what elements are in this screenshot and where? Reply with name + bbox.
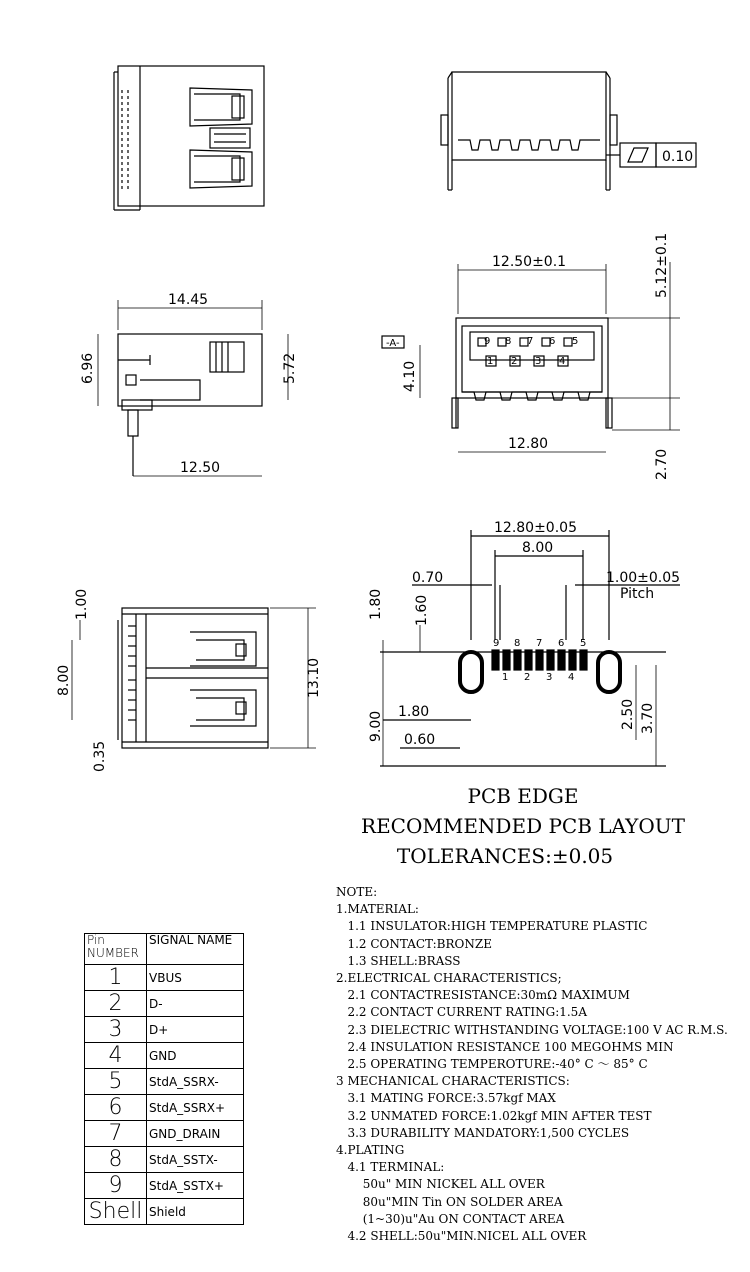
table-row — [85, 1017, 244, 1043]
end-view — [441, 72, 696, 190]
pcb-pin-4: 4 — [568, 672, 575, 683]
signal-name: StdA_SSRX+ — [147, 1095, 244, 1121]
signal-name: StdA_SSRX- — [147, 1069, 244, 1095]
pcb-dim-1-80: 1.80 — [398, 704, 430, 720]
front-pin-3: 3 — [535, 356, 542, 367]
front-pin-5: 5 — [572, 336, 579, 347]
pcb-dim-0-70: 0.70 — [412, 570, 444, 586]
flatness-tolerance: 0.10 — [662, 149, 694, 165]
signal-name: GND_DRAIN — [147, 1121, 244, 1147]
pcb-dim-1-00: 1.00±0.05 — [606, 570, 681, 586]
pin-number: 9 — [85, 1173, 147, 1199]
bottom-view — [118, 608, 268, 748]
pcb-dim-3-70: 3.70 — [640, 702, 656, 734]
note-line: 3.3 DURABILITY MANDATORY:1,500 CYCLES — [336, 1125, 630, 1140]
pcb-dim-1-60: 1.60 — [414, 594, 430, 626]
dim-14-45: 14.45 — [168, 292, 209, 308]
pcb-dim-0-60: 0.60 — [404, 732, 436, 748]
signal-name: StdA_SSTX+ — [147, 1173, 244, 1199]
top-view — [114, 66, 264, 210]
note-line: 3.1 MATING FORCE:3.57kgf MAX — [336, 1091, 556, 1106]
pcb-pitch: Pitch — [620, 586, 655, 602]
dim-4-10: 4.10 — [402, 360, 418, 392]
signal-name: VBUS — [147, 965, 244, 991]
pcb-dim-9-00: 9.00 — [368, 710, 384, 742]
dimension-lines — [72, 262, 680, 766]
pcb-pin-6: 6 — [558, 638, 565, 649]
pcb-dim-2-50: 2.50 — [620, 698, 636, 730]
front-pin-6: 6 — [549, 336, 556, 347]
pcb-pin-3: 3 — [546, 672, 553, 683]
signal-name: Shield — [147, 1199, 244, 1225]
note-line: NOTE: — [336, 885, 378, 899]
pcb-pin-1: 1 — [502, 672, 509, 683]
dim-12-50-side: 12.50 — [180, 460, 221, 476]
signal-header: SIGNAL NAME — [147, 934, 244, 965]
pcb-pin-9: 9 — [493, 638, 500, 649]
pcb-dim-8-00: 8.00 — [522, 540, 554, 556]
pcb-dim-1-80-top: 1.80 — [368, 588, 384, 620]
pcb-pin-2: 2 — [524, 672, 531, 683]
table-row — [85, 991, 244, 1017]
signal-name: D- — [147, 991, 244, 1017]
note-line: (1~30)u"Au ON CONTACT AREA — [336, 1211, 565, 1226]
pin-number: 7 — [85, 1121, 147, 1147]
pin-number: 3 — [85, 1017, 147, 1043]
table-row — [85, 1147, 244, 1173]
layout-title: RECOMMENDED PCB LAYOUT — [361, 814, 685, 838]
dim-5-12: 5.12±0.1 — [654, 232, 670, 298]
pin-number: 8 — [85, 1147, 147, 1173]
note-line: 1.2 CONTACT:BRONZE — [336, 936, 492, 951]
pcb-edge-label: PCB EDGE — [467, 784, 579, 808]
pin-header: Pin NUMBER — [85, 934, 147, 965]
pin-number: 5 — [85, 1069, 147, 1095]
table-row — [85, 1173, 244, 1199]
side-view — [118, 334, 262, 476]
pcb-dim-12-80: 12.80±0.05 — [494, 520, 577, 536]
dim-0-35: 0.35 — [92, 740, 108, 772]
pin-number: 1 — [85, 965, 147, 991]
tolerances-label: TOLERANCES:±0.05 — [396, 844, 614, 868]
pin-number: 2 — [85, 991, 147, 1017]
note-line: 2.ELECTRICAL CHARACTERISTICS; — [336, 971, 562, 986]
note-line: 1.3 SHELL:BRASS — [336, 953, 461, 968]
dim-1-00: 1.00 — [74, 588, 90, 620]
signal-name: GND — [147, 1043, 244, 1069]
note-line: 2.2 CONTACT CURRENT RATING:1.5A — [336, 1005, 587, 1020]
table-row — [85, 1069, 244, 1095]
note-line: 2.4 INSULATION RESISTANCE 100 MEGOHMS MIN — [336, 1039, 674, 1054]
note-line: 4.1 TERMINAL: — [336, 1160, 445, 1175]
note-line: 2.5 OPERATING TEMPEROTURE:-40° C ～ 85° C — [336, 1057, 648, 1072]
pin-number: 4 — [85, 1043, 147, 1069]
pin-number: Shell — [85, 1199, 147, 1225]
pcb-pin-5: 5 — [580, 638, 587, 649]
note-line: 4.2 SHELL:50u"MIN.NICEL ALL OVER — [336, 1229, 587, 1244]
dim-12-80: 12.80 — [508, 436, 549, 452]
dim-12-50-front: 12.50±0.1 — [492, 254, 567, 270]
front-pin-2: 2 — [511, 356, 518, 367]
table-row — [85, 1095, 244, 1121]
dim-8-00-left: 8.00 — [56, 664, 72, 696]
datum-label: -A- — [386, 338, 400, 349]
front-pin-7: 7 — [527, 336, 534, 347]
pcb-pin-8: 8 — [514, 638, 521, 649]
notes-block — [336, 884, 746, 1245]
dim-5-72: 5.72 — [282, 352, 298, 384]
note-line: 4.PLATING — [336, 1143, 405, 1158]
note-line: 1.MATERIAL: — [336, 902, 419, 917]
table-row — [85, 1199, 244, 1225]
note-line: 1.1 INSULATOR:HIGH TEMPERATURE PLASTIC — [336, 919, 648, 934]
table-row — [85, 1043, 244, 1069]
signal-name: D+ — [147, 1017, 244, 1043]
dim-6-96: 6.96 — [80, 352, 96, 384]
front-pin-8: 8 — [505, 336, 512, 347]
note-line: 50u" MIN NICKEL ALL OVER — [336, 1177, 545, 1192]
front-pin-4: 4 — [559, 356, 566, 367]
pin-table-header — [85, 934, 244, 965]
table-row — [85, 1121, 244, 1147]
front-pin-1: 1 — [487, 356, 494, 367]
note-line: 2.3 DIELECTRIC WITHSTANDING VOLTAGE:100 V AC R.M.S. — [336, 1022, 728, 1037]
dim-13-10: 13.10 — [306, 657, 322, 698]
pin-table — [84, 933, 244, 1225]
dim-2-70: 2.70 — [654, 448, 670, 480]
note-line: 2.1 CONTACTRESISTANCE:30mΩ MAXIMUM — [336, 988, 630, 1003]
note-line: 3.2 UNMATED FORCE:1.02kgf MIN AFTER TEST — [336, 1108, 652, 1123]
note-line: 80u"MIN Tin ON SOLDER AREA — [336, 1194, 563, 1209]
table-row — [85, 965, 244, 991]
front-pin-9: 9 — [484, 336, 491, 347]
pin-number: 6 — [85, 1095, 147, 1121]
note-line: 3 MECHANICAL CHARACTERISTICS: — [336, 1074, 570, 1089]
pcb-pin-7: 7 — [536, 638, 543, 649]
signal-name: StdA_SSTX- — [147, 1147, 244, 1173]
